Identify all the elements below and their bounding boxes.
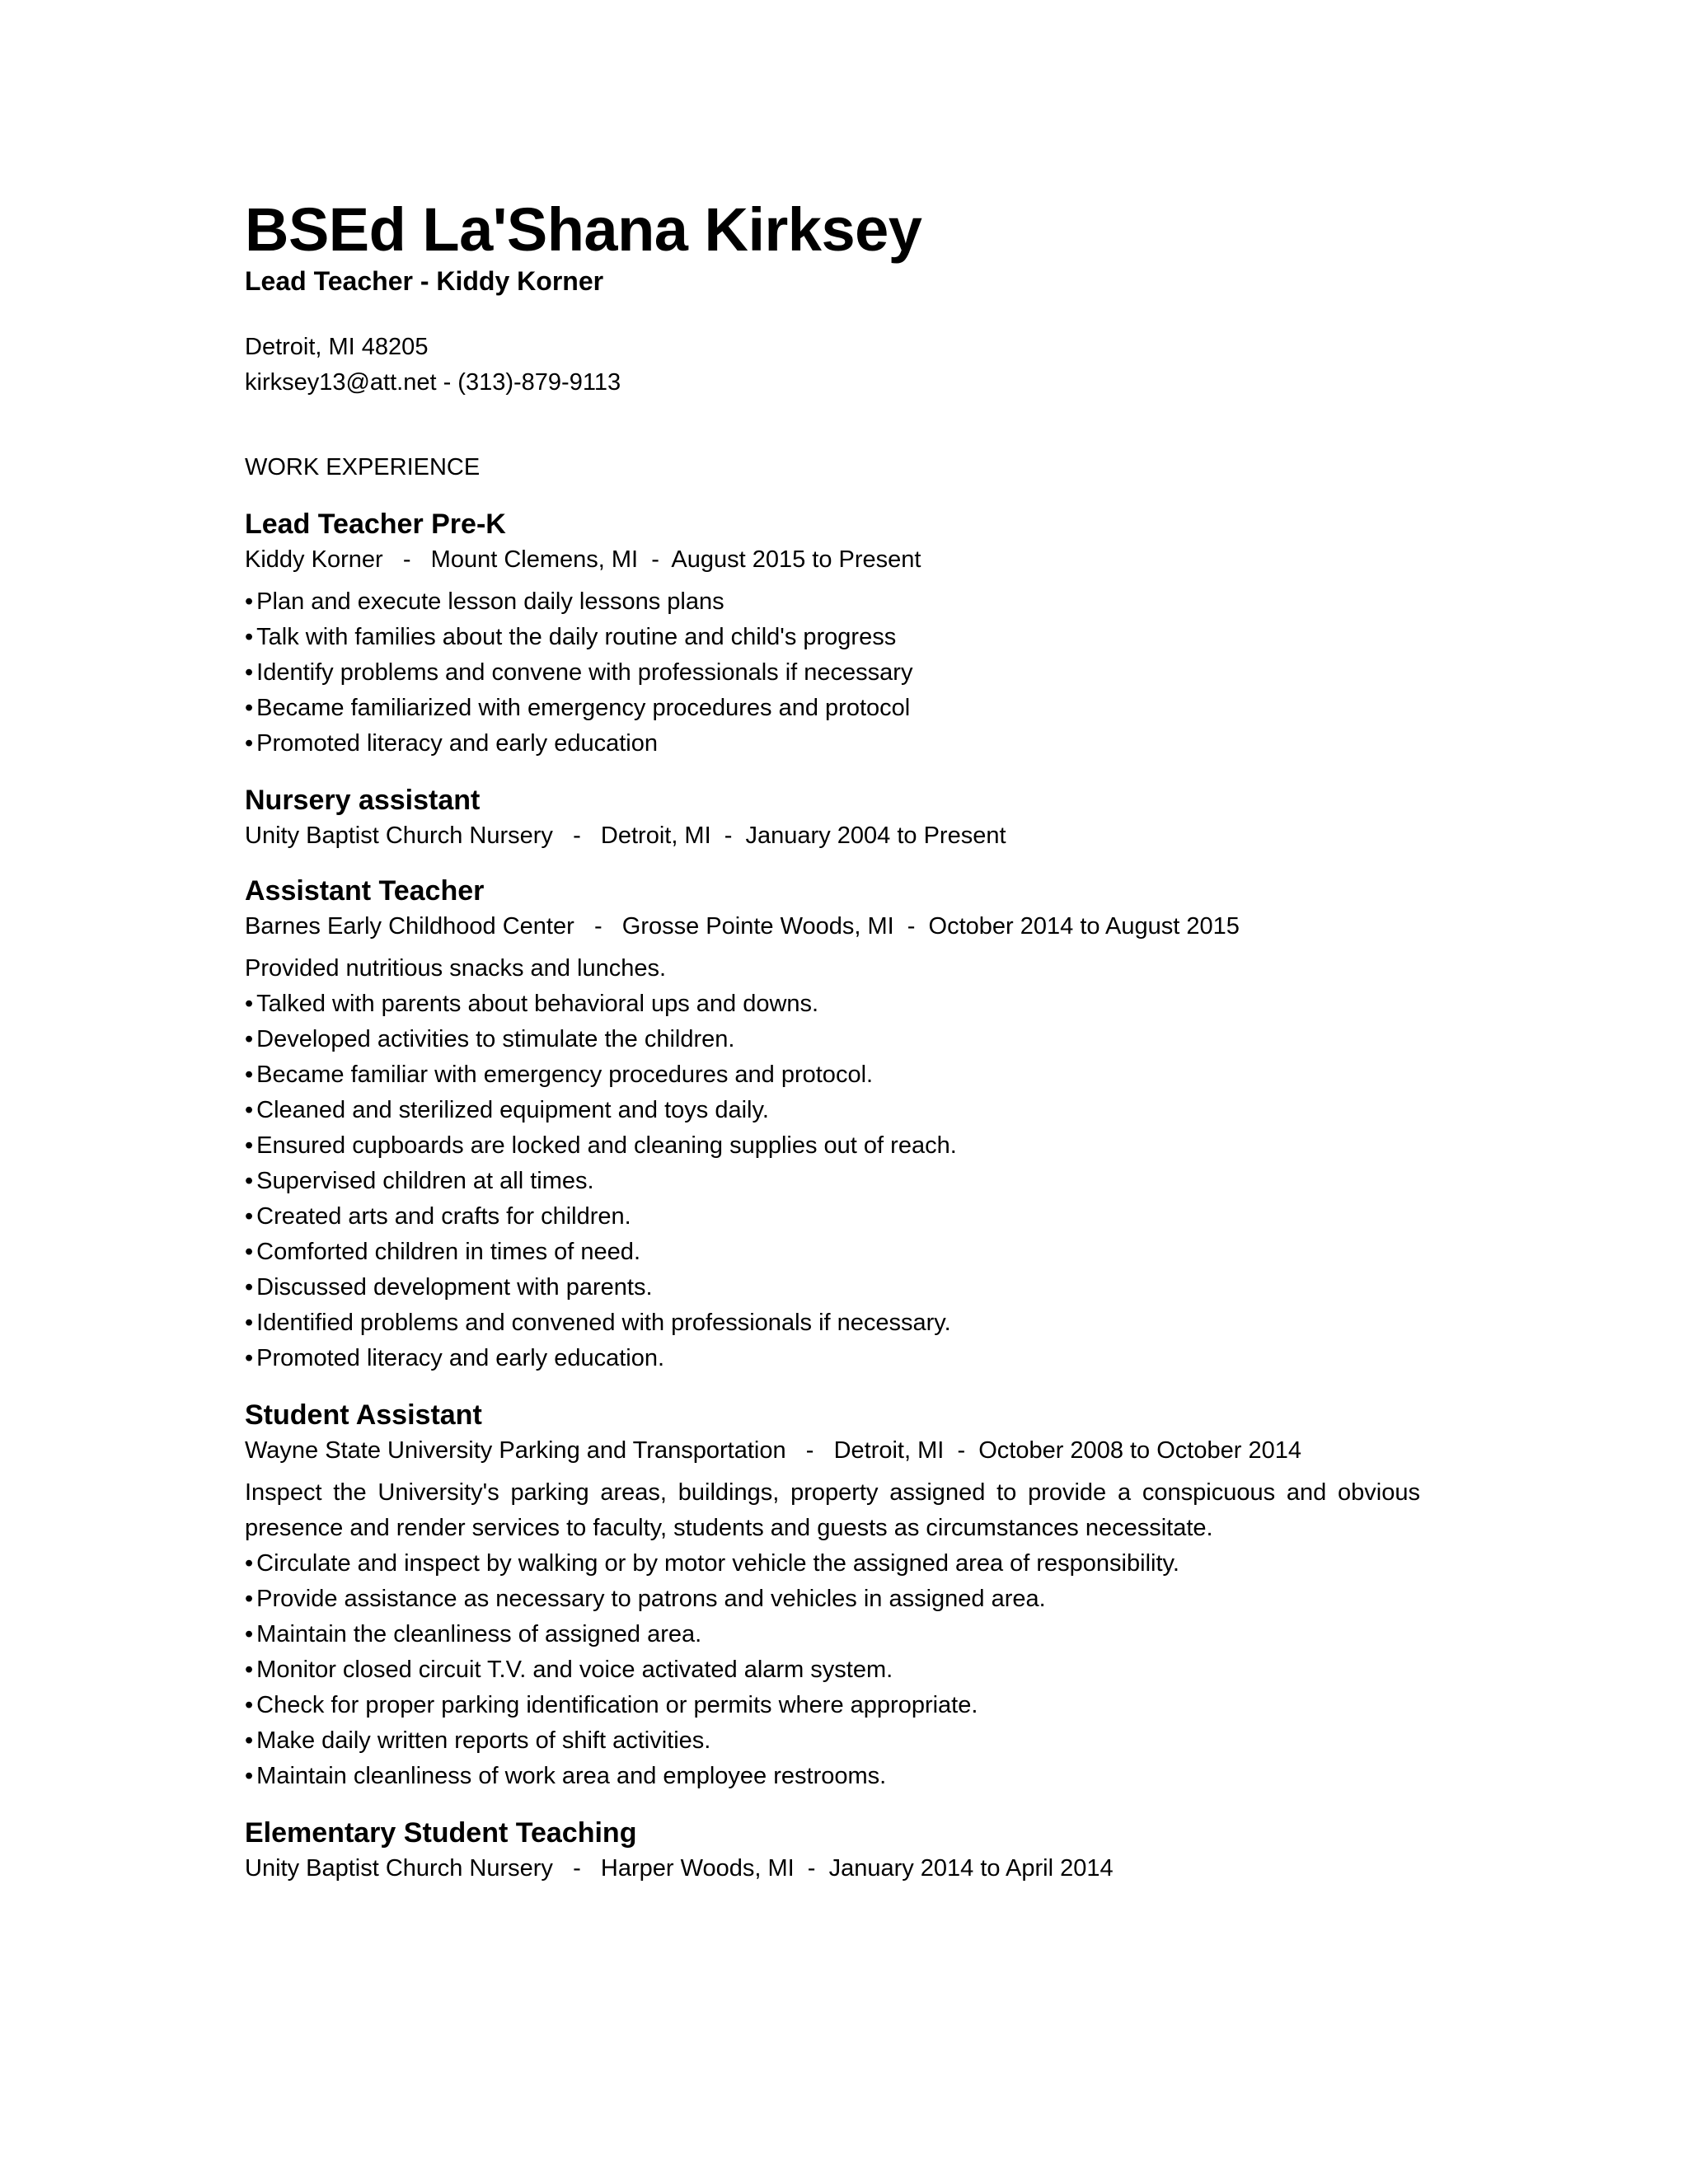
job-location: Detroit, MI	[600, 823, 711, 850]
job-bullet-text: Maintain cleanliness of work area and employee restrooms.	[256, 1763, 887, 1790]
job-bullet	[245, 655, 1420, 691]
bullet-icon: •	[245, 1763, 254, 1790]
job-dates: August 2015 to Present	[671, 546, 921, 574]
job-bullet	[245, 1022, 1420, 1057]
job-description	[245, 1475, 1420, 1794]
job-company: Kiddy Korner	[245, 546, 383, 574]
bullet-icon: •	[245, 695, 254, 722]
job-bullet-text: Discussed development with parents.	[256, 1274, 653, 1301]
job-company: Unity Baptist Church Nursery	[245, 823, 553, 850]
job-bullet-text: Created arts and crafts for children.	[256, 1203, 631, 1230]
job-company: Barnes Early Childhood Center	[245, 913, 574, 940]
job-bullet-text: Promoted literacy and early education.	[256, 1345, 665, 1372]
bullet-icon: •	[245, 1621, 254, 1648]
job-bullet-text: Identify problems and convene with professionals if necessary	[256, 659, 913, 687]
bullet-icon: •	[245, 991, 254, 1018]
job-entry	[245, 1814, 1420, 1885]
bullet-icon: •	[245, 1026, 254, 1053]
job-dates: January 2004 to Present	[745, 823, 1006, 850]
job-bullet	[245, 1546, 1420, 1582]
job-bullet-text: Make daily written reports of shift activities.	[256, 1727, 711, 1755]
job-bullet	[245, 1305, 1420, 1341]
section-title-work-experience: WORK EXPERIENCE	[245, 454, 481, 481]
bullet-icon: •	[245, 1586, 254, 1613]
job-bullet-text: Identified problems and convened with professionals if necessary.	[256, 1310, 951, 1337]
job-title: Assistant Teacher	[245, 875, 485, 907]
bullet-icon: •	[245, 1310, 254, 1337]
job-bullet	[245, 726, 1420, 762]
job-bullet-text: Comforted children in times of need.	[256, 1239, 640, 1266]
job-bullet-text: Developed activities to stimulate the children.	[256, 1026, 735, 1053]
job-bullet-text: Became familiarized with emergency procedures and protocol	[256, 695, 911, 722]
resume-name: BSEd La'Shana Kirksey	[245, 195, 922, 264]
bullet-icon: •	[245, 588, 254, 616]
bullet-icon: •	[245, 659, 254, 687]
bullet-icon: •	[245, 1345, 254, 1372]
job-company: Unity Baptist Church Nursery	[245, 1855, 553, 1882]
job-location: Harper Woods, MI	[600, 1855, 795, 1882]
job-bullet-text: Talked with parents about behavioral ups and downs.	[256, 991, 819, 1018]
job-bullet-text: Check for proper parking identification or permits where appropriate.	[256, 1692, 978, 1719]
job-summary: Inspect the University's parking areas, buildings, property assigned to provide a conspicuous and obvious presence and render services to faculty, students and guests as circumstances necessitate.	[245, 1479, 1420, 1542]
job-meta: Kiddy Korner - Mount Clemens, MI - August 2015 to Present	[245, 546, 921, 574]
job-dates: October 2008 to October 2014	[978, 1437, 1301, 1465]
job-bullet	[245, 1128, 1420, 1164]
contact-location: Detroit, MI 48205	[245, 334, 429, 361]
bullet-icon: •	[245, 1727, 254, 1755]
job-bullet-text: Plan and execute lesson daily lessons plans	[256, 588, 724, 616]
bullet-icon: •	[245, 624, 254, 651]
job-bullet-text: Circulate and inspect by walking or by motor vehicle the assigned area of responsibility.	[256, 1550, 1179, 1577]
job-meta: Unity Baptist Church Nursery - Harper Woods, MI - January 2014 to April 2014	[245, 1855, 1114, 1882]
bullet-icon: •	[245, 1097, 254, 1124]
job-company: Wayne State University Parking and Transportation	[245, 1437, 786, 1465]
bullet-icon: •	[245, 1692, 254, 1719]
job-entry	[245, 1396, 1420, 1794]
job-title: Lead Teacher Pre-K	[245, 509, 506, 541]
work-experience-list	[245, 505, 1420, 1885]
bullet-icon: •	[245, 730, 254, 757]
job-bullet	[245, 1723, 1420, 1759]
job-bullet	[245, 1688, 1420, 1723]
job-location: Mount Clemens, MI	[430, 546, 639, 574]
job-bullet	[245, 1164, 1420, 1199]
job-bullet-text: Cleaned and sterilized equipment and toys daily.	[256, 1097, 769, 1124]
job-meta: Unity Baptist Church Nursery - Detroit, MI - January 2004 to Present	[245, 823, 1006, 850]
job-bullet-text: Maintain the cleanliness of assigned area.	[256, 1621, 702, 1648]
job-bullet	[245, 584, 1420, 620]
bullet-icon: •	[245, 1132, 254, 1160]
job-bullet	[245, 1199, 1420, 1235]
job-summary: Provided nutritious snacks and lunches.	[245, 955, 667, 982]
bullet-icon: •	[245, 1062, 254, 1089]
job-bullet-text: Provide assistance as necessary to patrons and vehicles in assigned area.	[256, 1586, 1046, 1613]
job-bullet-text: Talk with families about the daily routine and child's progress	[256, 624, 897, 651]
bullet-icon: •	[245, 1657, 254, 1684]
bullet-icon: •	[245, 1274, 254, 1301]
job-location: Detroit, MI	[833, 1437, 945, 1465]
resume-headline: Lead Teacher - Kiddy Korner	[245, 266, 604, 296]
job-bullet	[245, 620, 1420, 655]
job-bullet	[245, 1582, 1420, 1617]
job-entry	[245, 872, 1420, 1376]
job-dates: October 2014 to August 2015	[928, 913, 1240, 940]
job-bullet-text: Became familiar with emergency procedures and protocol.	[256, 1062, 874, 1089]
contact-block	[245, 330, 1420, 401]
job-bullet	[245, 691, 1420, 726]
bullet-icon: •	[245, 1203, 254, 1230]
job-bullet	[245, 987, 1420, 1022]
bullet-icon: •	[245, 1550, 254, 1577]
contact-email-phone: kirksey13@att.net - (313)-879-9113	[245, 369, 621, 396]
job-bullet-text: Supervised children at all times.	[256, 1168, 594, 1195]
job-title: Student Assistant	[245, 1399, 482, 1432]
job-bullet	[245, 1652, 1420, 1688]
job-entry	[245, 781, 1420, 852]
job-bullet	[245, 1759, 1420, 1794]
job-bullet	[245, 1617, 1420, 1652]
job-bullet	[245, 1235, 1420, 1270]
job-bullet-text: Monitor closed circuit T.V. and voice activated alarm system.	[256, 1657, 893, 1684]
job-meta: Wayne State University Parking and Transportation - Detroit, MI - October 2008 to October 2014	[245, 1437, 1301, 1465]
bullet-icon: •	[245, 1239, 254, 1266]
job-title: Elementary Student Teaching	[245, 1817, 637, 1849]
job-bullet-text: Promoted literacy and early education	[256, 730, 658, 757]
job-dates: January 2014 to April 2014	[828, 1855, 1114, 1882]
resume-page	[245, 195, 1420, 1885]
job-bullet	[245, 1270, 1420, 1305]
job-entry	[245, 505, 1420, 762]
job-bullet	[245, 1057, 1420, 1093]
job-bullet	[245, 1341, 1420, 1376]
job-bullet	[245, 1093, 1420, 1128]
job-description	[245, 584, 1420, 762]
job-description	[245, 951, 1420, 1376]
job-location: Grosse Pointe Woods, MI	[621, 913, 894, 940]
job-bullet-text: Ensured cupboards are locked and cleaning supplies out of reach.	[256, 1132, 957, 1160]
bullet-icon: •	[245, 1168, 254, 1195]
job-title: Nursery assistant	[245, 785, 481, 817]
job-meta: Barnes Early Childhood Center - Grosse Pointe Woods, MI - October 2014 to August 2015	[245, 913, 1240, 940]
